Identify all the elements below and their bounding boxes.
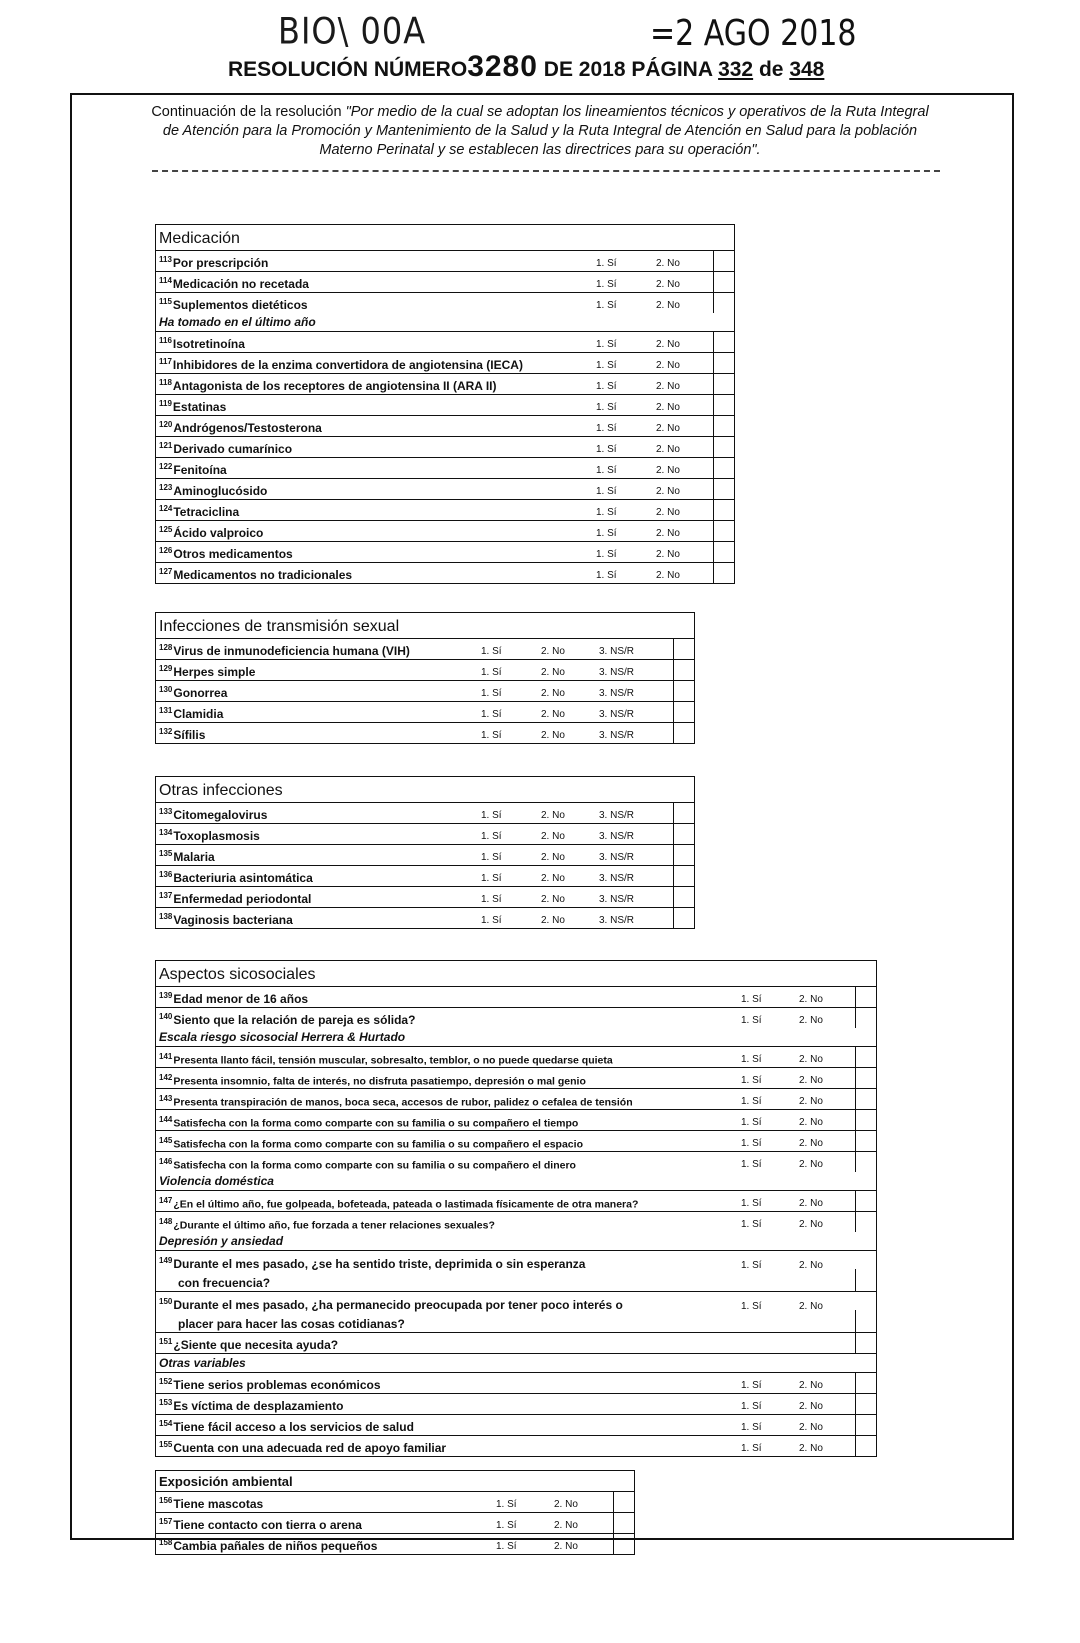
option-si[interactable]: 1. Sí	[596, 486, 617, 497]
question-label: $^{145}$Satisfecha con la forma como comparte con su familia o su compañero el espacio	[159, 1135, 583, 1150]
option-no[interactable]: 2. No	[799, 1198, 823, 1209]
question-row	[156, 1152, 876, 1172]
option-no[interactable]: 2. No	[541, 894, 565, 905]
question-label: $^{134}$Toxoplasmosis	[159, 828, 260, 843]
option-si[interactable]: 1. Sí	[596, 507, 617, 518]
option-si[interactable]: 1. Sí	[481, 831, 502, 842]
question-row	[156, 866, 694, 887]
option-si[interactable]: 1. Sí	[741, 1198, 762, 1209]
question-row	[156, 1492, 634, 1513]
option-si[interactable]: 1. Sí	[596, 570, 617, 581]
answer-box[interactable]	[673, 803, 694, 823]
question-row	[156, 1191, 876, 1212]
question-label: $^{123}$Aminoglucósido	[159, 483, 268, 498]
option-nsr[interactable]: 3. NS/R	[599, 852, 635, 863]
answer-box[interactable]	[713, 458, 734, 478]
question-label: $^{126}$Otros medicamentos	[159, 546, 293, 561]
option-no[interactable]: 2. No	[799, 1075, 823, 1086]
option-si[interactable]: 1. Sí	[481, 915, 502, 926]
option-no[interactable]: 2. No	[656, 528, 680, 539]
option-nsr[interactable]: 3. NS/R	[599, 667, 635, 678]
option-no[interactable]: 2. No	[656, 486, 680, 497]
question-label: $^{120}$Andrógenos/Testosterona	[159, 420, 322, 435]
subheader: Ha tomado en el último año	[156, 313, 734, 332]
question-label: $^{122}$Fenitoína	[159, 462, 227, 477]
option-si[interactable]: 1. Sí	[596, 465, 617, 476]
question-row	[156, 660, 694, 681]
option-nsr[interactable]: 3. NS/R	[599, 688, 635, 699]
option-no[interactable]: 2. No	[541, 709, 565, 720]
option-no[interactable]: 2. No	[656, 381, 680, 392]
question-row	[156, 803, 694, 824]
section-medicacion	[155, 224, 735, 584]
intro-prefix: Continuación de la resolución	[151, 104, 346, 120]
question-label: $^{114}$Medicación no recetada	[159, 276, 309, 291]
option-no[interactable]: 2. No	[541, 688, 565, 699]
option-nsr[interactable]: 3. NS/R	[599, 810, 635, 821]
question-label: $^{129}$Herpes simple	[159, 664, 256, 679]
question-row	[156, 542, 734, 563]
option-no[interactable]: 2. No	[656, 339, 680, 350]
option-si[interactable]: 1. Sí	[481, 810, 502, 821]
question-label: $^{156}$Tiene mascotas	[159, 1496, 264, 1511]
question-label: $^{135}$Malaria	[159, 849, 215, 864]
option-no[interactable]: 2. No	[656, 444, 680, 455]
option-no[interactable]: 2. No	[799, 1380, 823, 1391]
option-si[interactable]: 1. Sí	[741, 1401, 762, 1412]
question-label: $^{136}$Bacteriuria asintomática	[159, 870, 313, 885]
option-si[interactable]: 1. Sí	[496, 1520, 517, 1531]
resolution-number: 3280	[467, 50, 538, 83]
option-si[interactable]: 1. Sí	[596, 258, 617, 269]
resolution-label: RESOLUCIÓN NÚMERO	[228, 58, 468, 81]
question-label: $^{128}$Virus de inmunodeficiencia humana (VIH)	[159, 643, 410, 658]
option-si[interactable]: 1. Sí	[741, 1422, 762, 1433]
answer-box[interactable]	[713, 500, 734, 520]
question-row	[156, 1047, 876, 1068]
option-si[interactable]: 1. Sí	[481, 688, 502, 699]
question-row	[156, 1436, 876, 1456]
option-si[interactable]: 1. Sí	[496, 1541, 517, 1552]
option-no[interactable]: 2. No	[799, 1054, 823, 1065]
question-row	[156, 1131, 876, 1152]
question-label: $^{132}$Sífilis	[159, 727, 206, 742]
question-row	[156, 908, 694, 928]
question-label: $^{133}$Citomegalovirus	[159, 807, 268, 822]
option-si[interactable]: 1. Sí	[596, 279, 617, 290]
question-label: $^{131}$Clamidia	[159, 706, 224, 721]
question-row	[156, 1251, 876, 1292]
question-row	[156, 374, 734, 395]
question-label: $^{119}$Estatinas	[159, 399, 227, 414]
answer-box[interactable]	[855, 1089, 876, 1109]
section-aspectos-sicosociales	[155, 960, 877, 1457]
question-label: $^{155}$Cuenta con una adecuada red de apoyo familiar	[159, 1440, 447, 1455]
option-no[interactable]: 2. No	[541, 667, 565, 678]
option-no[interactable]: 2. No	[799, 1015, 823, 1026]
option-no[interactable]: 2. No	[541, 831, 565, 842]
question-label: $^{148}$¿Durante el último año, fue forzada a tener relaciones sexuales?	[159, 1216, 495, 1231]
section-its	[155, 612, 695, 744]
option-no[interactable]: 2. No	[799, 1401, 823, 1412]
question-label: $^{150}$Durante el mes pasado, ¿ha permanecido preocupada por tener poco interés o	[159, 1297, 623, 1312]
option-si[interactable]: 1. Sí	[741, 1054, 762, 1065]
option-no[interactable]: 2. No	[799, 1159, 823, 1170]
section-title: Aspectos sicosociales	[156, 961, 876, 987]
question-row	[156, 251, 734, 272]
option-no[interactable]: 2. No	[554, 1541, 578, 1552]
section-title: Otras infecciones	[156, 777, 694, 803]
question-label: $^{157}$Tiene contacto con tierra o arena	[159, 1517, 362, 1532]
question-row	[156, 1513, 634, 1534]
question-row	[156, 1292, 876, 1333]
option-no[interactable]: 2. No	[799, 1117, 823, 1128]
answer-box[interactable]	[613, 1492, 634, 1512]
option-si[interactable]: 1. Sí	[496, 1499, 517, 1510]
answer-box[interactable]	[855, 1152, 876, 1172]
answer-box[interactable]	[673, 660, 694, 680]
answer-box[interactable]	[713, 521, 734, 541]
question-row	[156, 395, 734, 416]
option-no[interactable]: 2. No	[799, 1219, 823, 1230]
option-si[interactable]: 1. Sí	[481, 667, 502, 678]
question-label: $^{140}$Siento que la relación de pareja es sólida?	[159, 1012, 416, 1027]
answer-box[interactable]	[713, 395, 734, 415]
option-no[interactable]: 2. No	[799, 1096, 823, 1107]
question-row	[156, 845, 694, 866]
answer-box[interactable]	[855, 1047, 876, 1067]
answer-box[interactable]	[713, 353, 734, 373]
option-si[interactable]: 1. Sí	[481, 709, 502, 720]
option-nsr[interactable]: 3. NS/R	[599, 709, 635, 720]
option-si[interactable]: 1. Sí	[596, 528, 617, 539]
option-no[interactable]: 2. No	[799, 1138, 823, 1149]
question-row	[156, 723, 694, 743]
option-si[interactable]: 1. Sí	[596, 360, 617, 371]
answer-box[interactable]	[855, 1068, 876, 1088]
option-no[interactable]: 2. No	[656, 549, 680, 560]
page-of: de	[758, 58, 784, 81]
answer-box[interactable]	[855, 1269, 876, 1291]
subheader-violencia: Violencia doméstica	[156, 1172, 876, 1191]
question-row	[156, 563, 734, 583]
option-si[interactable]: 1. Sí	[741, 1219, 762, 1230]
question-row	[156, 353, 734, 374]
subheader-escala: Escala riesgo sicosocial Herrera & Hurtado	[156, 1028, 876, 1047]
question-row	[156, 1008, 876, 1028]
answer-box[interactable]	[673, 681, 694, 701]
question-label: $^{115}$Suplementos dietéticos	[159, 297, 308, 312]
question-label: $^{158}$Cambia pañales de niños pequeños	[159, 1538, 378, 1553]
answer-box[interactable]	[855, 1333, 876, 1353]
subheader-otras-variables: Otras variables	[156, 1354, 876, 1373]
answer-box[interactable]	[613, 1534, 634, 1554]
answer-box[interactable]	[855, 1008, 876, 1028]
question-row	[156, 702, 694, 723]
question-label: $^{138}$Vaginosis bacteriana	[159, 912, 293, 927]
answer-box[interactable]	[673, 887, 694, 907]
section-title: Exposición ambiental	[156, 1471, 634, 1492]
question-label: $^{139}$Edad menor de 16 años	[159, 991, 309, 1006]
option-no[interactable]: 2. No	[656, 423, 680, 434]
intro-quote: "Por medio de la cual se adoptan los lineamientos técnicos y operativos de la Ruta Integral de Atención para la Promoción y Mantenimiento de la Salud y la Ruta Integral de Atención en Salud para la población Materno Perinatal y se establecen las directrices para su operación".	[162, 104, 929, 158]
answer-box[interactable]	[855, 987, 876, 1007]
option-no[interactable]: 2. No	[799, 994, 823, 1005]
question-label: $^{137}$Enfermedad periodontal	[159, 891, 312, 906]
answer-box[interactable]	[713, 437, 734, 457]
question-row	[156, 887, 694, 908]
option-si[interactable]: 1. Sí	[596, 549, 617, 560]
question-label: $^{146}$Satisfecha con la forma como comparte con su familia o su compañero el dinero	[159, 1156, 576, 1171]
option-nsr[interactable]: 3. NS/R	[599, 873, 635, 884]
option-nsr[interactable]: 3. NS/R	[599, 831, 635, 842]
option-si[interactable]: 1. Sí	[741, 1380, 762, 1391]
option-nsr[interactable]: 3. NS/R	[599, 646, 635, 657]
section-exposicion-ambiental	[155, 1470, 635, 1555]
question-row	[156, 824, 694, 845]
option-si[interactable]: 1. Sí	[596, 423, 617, 434]
question-label: $^{117}$Inhibidores de la enzima convertidora de angiotensina (IECA)	[159, 357, 523, 372]
question-row	[156, 416, 734, 437]
answer-box[interactable]	[713, 416, 734, 436]
question-row	[156, 639, 694, 660]
answer-box[interactable]	[673, 639, 694, 659]
answer-box[interactable]	[673, 866, 694, 886]
option-nsr[interactable]: 3. NS/R	[599, 730, 635, 741]
answer-box[interactable]	[673, 702, 694, 722]
question-row	[156, 293, 734, 313]
option-si[interactable]: 1. Sí	[481, 646, 502, 657]
option-no[interactable]: 2. No	[656, 507, 680, 518]
answer-box[interactable]	[855, 1212, 876, 1232]
option-nsr[interactable]: 3. NS/R	[599, 915, 635, 926]
question-row	[156, 479, 734, 500]
resolution-header	[228, 50, 824, 84]
question-row	[156, 521, 734, 542]
option-si[interactable]: 1. Sí	[741, 1015, 762, 1026]
answer-box[interactable]	[855, 1415, 876, 1435]
option-no[interactable]: 2. No	[541, 646, 565, 657]
option-no[interactable]: 2. No	[541, 810, 565, 821]
question-row	[156, 681, 694, 702]
question-row	[156, 1212, 876, 1232]
option-si[interactable]: 1. Sí	[596, 339, 617, 350]
answer-box[interactable]	[855, 1394, 876, 1414]
option-si[interactable]: 1. Sí	[741, 1138, 762, 1149]
option-si[interactable]: 1. Sí	[741, 1443, 762, 1454]
option-si[interactable]: 1. Sí	[481, 730, 502, 741]
question-row	[156, 437, 734, 458]
answer-box[interactable]	[713, 272, 734, 292]
option-no[interactable]: 2. No	[656, 402, 680, 413]
answer-box[interactable]	[855, 1436, 876, 1456]
question-label: $^{121}$Derivado cumarínico	[159, 441, 293, 456]
section-title: Medicación	[156, 225, 734, 251]
option-si[interactable]: 1. Sí	[741, 1096, 762, 1107]
answer-box[interactable]	[855, 1373, 876, 1393]
option-si[interactable]: 1. Sí	[596, 381, 617, 392]
option-no[interactable]: 2. No	[541, 915, 565, 926]
question-label-cont: placer para hacer las cosas cotidianas?	[178, 1317, 405, 1331]
answer-box[interactable]	[713, 563, 734, 583]
subheader-depresion: Depresión y ansiedad	[156, 1232, 876, 1251]
option-no[interactable]: 2. No	[799, 1443, 823, 1454]
answer-box[interactable]	[855, 1310, 876, 1332]
option-no[interactable]: 2. No	[541, 852, 565, 863]
question-row	[156, 1415, 876, 1436]
option-no[interactable]: 2. No	[799, 1301, 823, 1312]
option-si[interactable]: 1. Sí	[741, 1260, 762, 1271]
answer-box[interactable]	[613, 1513, 634, 1533]
question-label: $^{153}$Es víctima de desplazamiento	[159, 1398, 344, 1413]
option-nsr[interactable]: 3. NS/R	[599, 894, 635, 905]
section-otras-infecciones	[155, 776, 695, 929]
answer-box[interactable]	[713, 293, 734, 313]
stamp-date: =2 AGO 2018	[650, 12, 857, 55]
question-label: $^{116}$Isotretinoína	[159, 336, 245, 351]
option-si[interactable]: 1. Sí	[741, 1117, 762, 1128]
page-current: 332	[718, 58, 754, 81]
option-no[interactable]: 2. No	[656, 279, 680, 290]
option-no[interactable]: 2. No	[799, 1422, 823, 1433]
question-label: $^{125}$Ácido valproico	[159, 525, 264, 540]
page-total: 348	[789, 58, 825, 81]
option-si[interactable]: 1. Sí	[741, 1301, 762, 1312]
option-no[interactable]: 2. No	[554, 1499, 578, 1510]
intro-text	[150, 103, 930, 160]
option-si[interactable]: 1. Sí	[741, 1075, 762, 1086]
answer-box[interactable]	[855, 1131, 876, 1151]
answer-box[interactable]	[713, 251, 734, 271]
answer-box[interactable]	[673, 908, 694, 928]
option-no[interactable]: 2. No	[554, 1520, 578, 1531]
question-label: $^{154}$Tiene fácil acceso a los servicios de salud	[159, 1419, 414, 1434]
option-si[interactable]: 1. Sí	[741, 1159, 762, 1170]
question-row	[156, 500, 734, 521]
answer-box[interactable]	[673, 845, 694, 865]
question-label: $^{147}$¿En el último año, fue golpeada, bofeteada, pateada o lastimada físicamente de otra manera?	[159, 1195, 639, 1210]
option-si[interactable]: 1. Sí	[596, 444, 617, 455]
question-row	[156, 1394, 876, 1415]
question-label: $^{143}$Presenta transpiración de manos, boca seca, accesos de rubor, palidez o cefalea de tensión	[159, 1093, 633, 1108]
option-no[interactable]: 2. No	[656, 258, 680, 269]
question-label: $^{144}$Satisfecha con la forma como comparte con su familia o su compañero el tiempo	[159, 1114, 579, 1129]
question-label: $^{113}$Por prescripción	[159, 255, 269, 270]
question-label: $^{151}$¿Siente que necesita ayuda?	[159, 1337, 339, 1352]
option-si[interactable]: 1. Sí	[741, 994, 762, 1005]
question-row	[156, 458, 734, 479]
option-si[interactable]: 1. Sí	[481, 894, 502, 905]
question-label-cont: con frecuencia?	[178, 1276, 271, 1290]
option-si[interactable]: 1. Sí	[481, 852, 502, 863]
question-label: $^{124}$Tetraciclina	[159, 504, 240, 519]
question-label: $^{142}$Presenta insomnio, falta de interés, no disfruta pasatiempo, depresión o mal genio	[159, 1072, 586, 1087]
question-label: $^{149}$Durante el mes pasado, ¿se ha sentido triste, deprimida o sin esperanza	[159, 1256, 586, 1271]
stamp-date-text: 2 AGO 2018	[675, 12, 857, 55]
question-row	[156, 1534, 634, 1554]
question-label: $^{130}$Gonorrea	[159, 685, 228, 700]
option-no[interactable]: 2. No	[656, 360, 680, 371]
option-no[interactable]: 2. No	[541, 873, 565, 884]
option-no[interactable]: 2. No	[656, 300, 680, 311]
section-title: Infecciones de transmisión sexual	[156, 613, 694, 639]
question-row	[156, 987, 876, 1008]
year-text: DE 2018 PÁGINA	[543, 58, 713, 81]
option-si[interactable]: 1. Sí	[596, 402, 617, 413]
answer-box[interactable]	[713, 332, 734, 352]
question-row	[156, 1068, 876, 1089]
answer-box[interactable]	[673, 723, 694, 743]
question-row	[156, 272, 734, 293]
answer-box[interactable]	[855, 1110, 876, 1130]
option-no[interactable]: 2. No	[656, 465, 680, 476]
question-row	[156, 1110, 876, 1131]
option-si[interactable]: 1. Sí	[481, 873, 502, 884]
answer-box[interactable]	[713, 374, 734, 394]
answer-box[interactable]	[855, 1191, 876, 1211]
option-no[interactable]: 2. No	[541, 730, 565, 741]
question-row	[156, 1089, 876, 1110]
answer-box[interactable]	[713, 542, 734, 562]
option-si[interactable]: 1. Sí	[596, 300, 617, 311]
question-label: $^{127}$Medicamentos no tradicionales	[159, 567, 353, 582]
divider	[152, 170, 940, 172]
answer-box[interactable]	[713, 479, 734, 499]
question-label: $^{141}$Presenta llanto fácil, tensión muscular, sobresalto, temblor, o no puede quedarse quieta	[159, 1051, 613, 1066]
option-no[interactable]: 2. No	[656, 570, 680, 581]
question-label: $^{118}$Antagonista de los receptores de angiotensina II (ARA II)	[159, 378, 497, 393]
question-row	[156, 1333, 876, 1354]
question-row	[156, 1373, 876, 1394]
filing-stamp: BIO\ 00A	[278, 9, 427, 53]
answer-box[interactable]	[673, 824, 694, 844]
question-label: $^{152}$Tiene serios problemas económicos	[159, 1377, 381, 1392]
option-no[interactable]: 2. No	[799, 1260, 823, 1271]
question-row	[156, 332, 734, 353]
